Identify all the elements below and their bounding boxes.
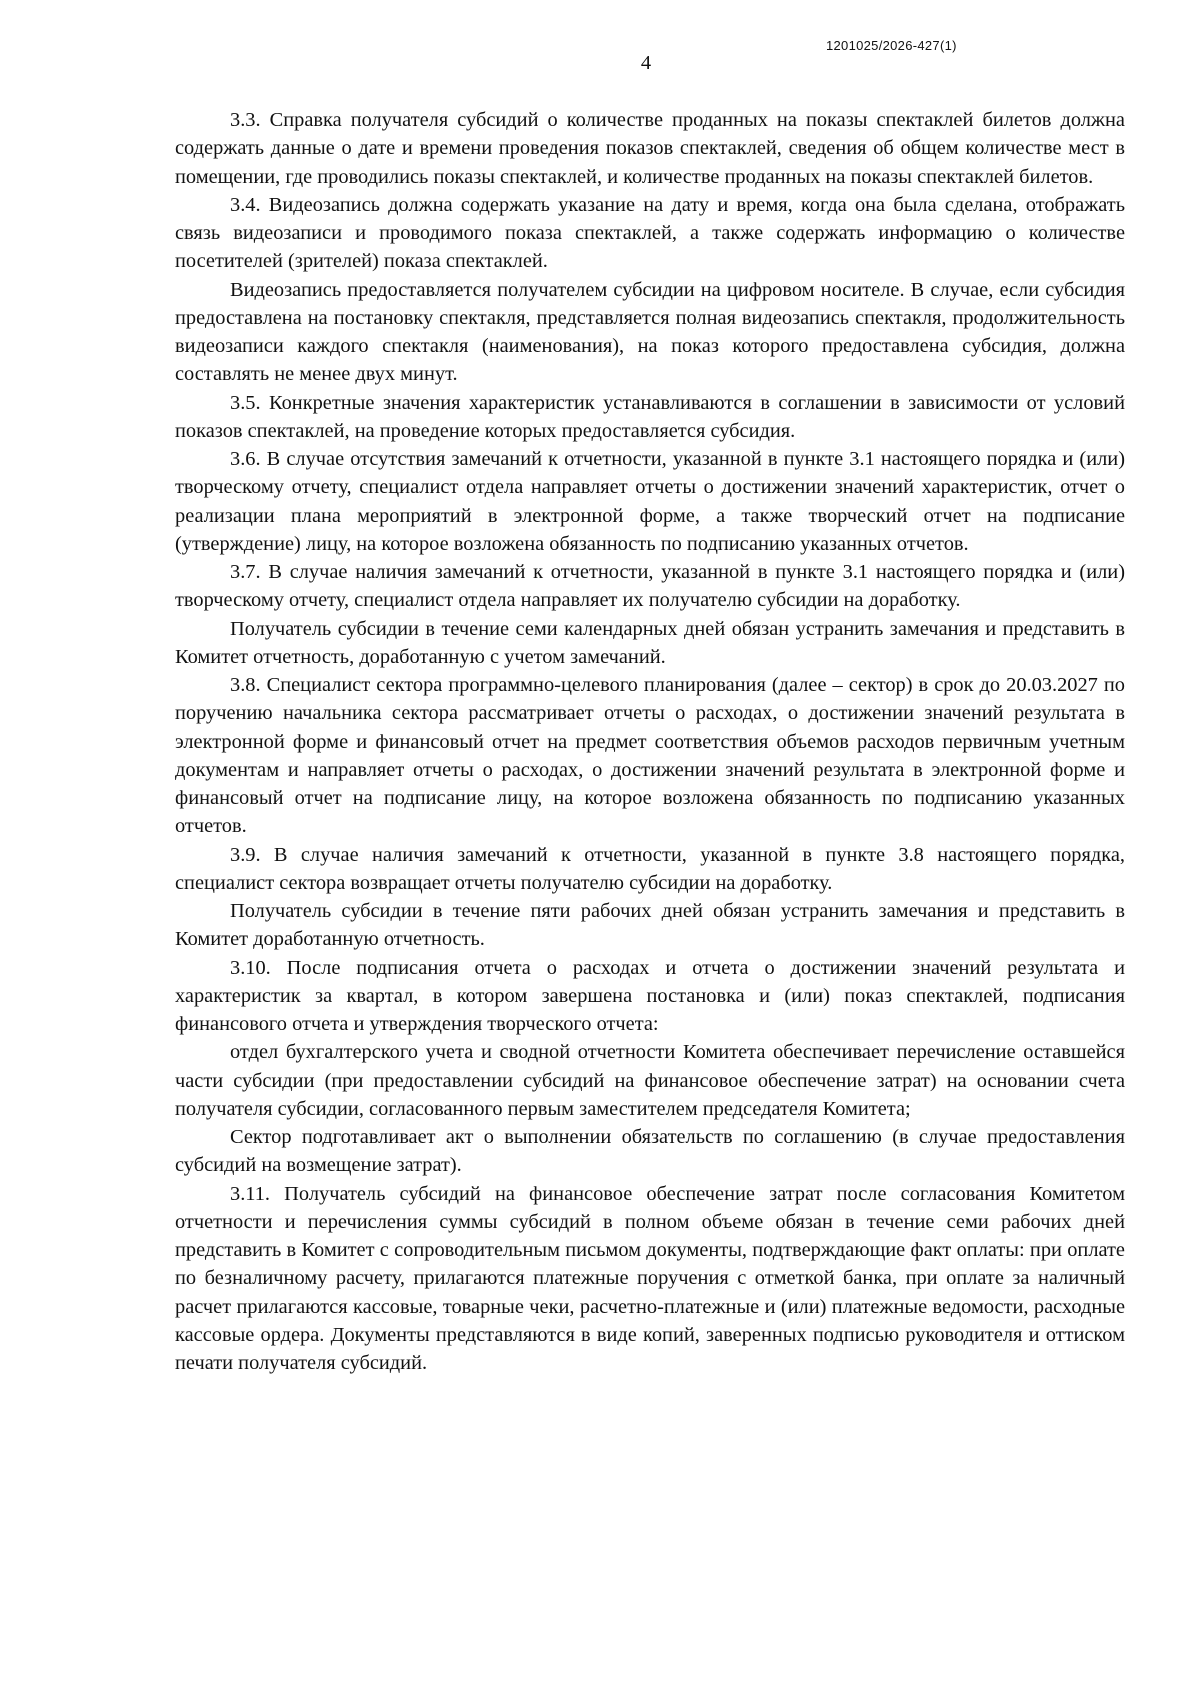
paragraph-3-4: 3.4. Видеозапись должна содержать указание на дату и время, когда она была сделана, отображать связь видеозаписи и проводимого показа спектаклей, а также содержать информацию о количестве посетителей (зрителей) показа спектаклей.	[175, 193, 1125, 273]
paragraph-recipient-five-days: Получатель субсидии в течение пяти рабочих дней обязан устранить замечания и представить в Комитет доработанную отчетность.	[175, 900, 1125, 951]
paragraph-3-11: 3.11. Получатель субсидий на финансовое обеспечение затрат после согласования Комитетом отчетности и перечисления суммы субсидий в полном объеме обязан в течение семи рабочих дней представить в Комитет с сопроводительным письмом документы, подтверждающие факт оплаты: при оплате по безналичному расчету, прилагаются платежные поручения с отметкой банка, при оплате за наличный расчет прилагаются кассовые, товарные чеки, расчетно-платежные и (или) платежные ведомости, расходные кассовые ордера. Документы представляются в виде копий, заверенных подписью руководителя и оттиском печати получателя субсидий.	[175, 1182, 1125, 1374]
page-number: 4	[640, 52, 652, 74]
paragraph-sector-act: Сектор подготавливает акт о выполнении обязательств по соглашению (в случае предоставления субсидий на возмещение затрат).	[175, 1126, 1125, 1177]
document-registration-number: 1201025/2026-427(1)	[826, 38, 957, 53]
paragraph-accounting-department: отдел бухгалтерского учета и сводной отчетности Комитета обеспечивает перечисление оставшейся части субсидии (при предоставлении субсидий на финансовое обеспечение затрат) на основании счета получателя субсидии, согласованного первым заместителем председателя Комитета;	[175, 1041, 1125, 1120]
paragraph-video-recording: Видеозапись предоставляется получателем субсидии на цифровом носителе. В случае, если субсидия предоставлена на постановку спектакля, представляется полная видеозапись спектакля, продолжительность видеозаписи каждого спектакля (наименования), на показ которого предоставлена субсидия, должна составлять не менее двух минут.	[175, 278, 1125, 386]
paragraph-3-10: 3.10. После подписания отчета о расходах и отчета о достижении значений результата и характеристик за квартал, в котором завершена постановка и (или) показ спектаклей, подписания финансового отчета и утверждения творческого отчета:	[175, 956, 1125, 1035]
document-body	[175, 106, 1125, 1377]
paragraph-3-8: 3.8. Специалист сектора программно-целевого планирования (далее – сектор) в срок до 20.03.2027 по поручению начальника сектора рассматривает отчеты о расходах, о достижении значений результата в электронной форме и финансовый отчет на предмет соответствия объемов расходов первичным учетным документам и направляет отчеты о расходах, о достижении значений результата в электронной форме и финансовый отчет на подписание лицу, на которое возложена обязанность по подписанию указанных отчетов.	[175, 674, 1125, 838]
paragraph-3-3: 3.3. Справка получателя субсидий о количестве проданных на показы спектаклей билетов должна содержать данные о дате и времени проведения показов спектаклей, сведения об общем количестве мест в помещении, где проводились показы спектаклей, и количестве проданных на показы спектаклей билетов.	[175, 109, 1125, 188]
paragraph-recipient-seven-days: Получатель субсидии в течение семи календарных дней обязан устранить замечания и представить в Комитет отчетность, доработанную с учетом замечаний.	[175, 617, 1125, 668]
paragraph-3-5: 3.5. Конкретные значения характеристик устанавливаются в соглашении в зависимости от условий показов спектаклей, на проведение которых предоставляется субсидия.	[175, 391, 1125, 442]
paragraph-3-6: 3.6. В случае отсутствия замечаний к отчетности, указанной в пункте 3.1 настоящего порядка и (или) творческому отчету, специалист отдела направляет отчеты о достижении значений характеристик, отчет о реализации плана мероприятий в электронной форме, а также творческий отчет на подписание (утверждение) лицу, на которое возложена обязанность по подписанию указанных отчетов.	[175, 448, 1125, 555]
paragraph-3-7: 3.7. В случае наличия замечаний к отчетности, указанной в пункте 3.1 настоящего порядка и (или) творческому отчету, специалист отдела направляет их получателю субсидии на доработку.	[175, 561, 1125, 612]
paragraph-3-9: 3.9. В случае наличия замечаний к отчетности, указанной в пункте 3.8 настоящего порядка, специалист сектора возвращает отчеты получателю субсидии на доработку.	[175, 843, 1125, 894]
